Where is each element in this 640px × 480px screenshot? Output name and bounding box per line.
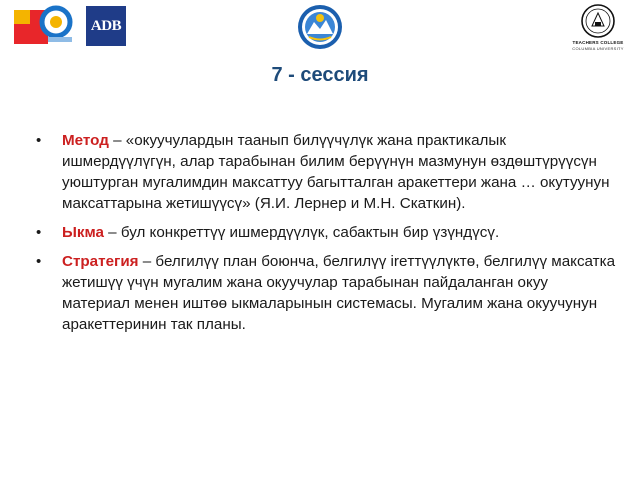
program-logo-icon (12, 4, 78, 50)
adb-label: ADB (90, 17, 122, 34)
teachers-college-logo (566, 2, 630, 56)
bullet-text: – белгилүү план боюнча, белгилүү ireттүүлүктө, белгилүү максатка жетишүү үчүн мугалим жана окуучулар тарабынан пайдаланган окуу материал менен иштөө ыкмаларынын системасы. Мугалим жана окуучунун аракеттеринин так планы. (62, 253, 616, 333)
bullet-dot-icon: • (36, 132, 42, 149)
bullet-text: – «окуучулардын таанып билүүчүлүк жана практикалык ишмердүүлүгүн, алар тарабынан билим берүүнүн мазмунун өздөштүрүүсүн уюштурган мугалимдин максаттуу багытталган аракеттери жана … окутуунун максаттарына жетишүүсү» (Я.И. Лернер и М.Н. Скаткин). (62, 132, 610, 212)
seal-icon (581, 2, 615, 40)
slide-content (34, 130, 619, 343)
bullet-item (34, 222, 619, 243)
bullet-term: Метод (62, 132, 109, 149)
state-emblem-icon (297, 4, 343, 50)
bullet-dot-icon: • (36, 253, 42, 270)
logo-bar (0, 0, 640, 60)
bullet-term: Ыкма (62, 224, 104, 241)
bullet-dot-icon: • (36, 224, 42, 241)
bullet-term: Стратегия (62, 253, 139, 270)
adb-logo (86, 6, 126, 46)
slide-title: 7 - сессия (271, 64, 369, 86)
bullet-text: – бул конкреттүү ишмердүүлүк, сабактын бир үзүндүсү. (103, 224, 500, 241)
tc-subtitle: COLUMBIA UNIVERSITY (572, 46, 624, 51)
bullet-item (34, 130, 619, 214)
bullet-list (34, 130, 619, 335)
tc-name: TEACHERS COLLEGE (572, 40, 624, 45)
bullet-item (34, 251, 619, 335)
